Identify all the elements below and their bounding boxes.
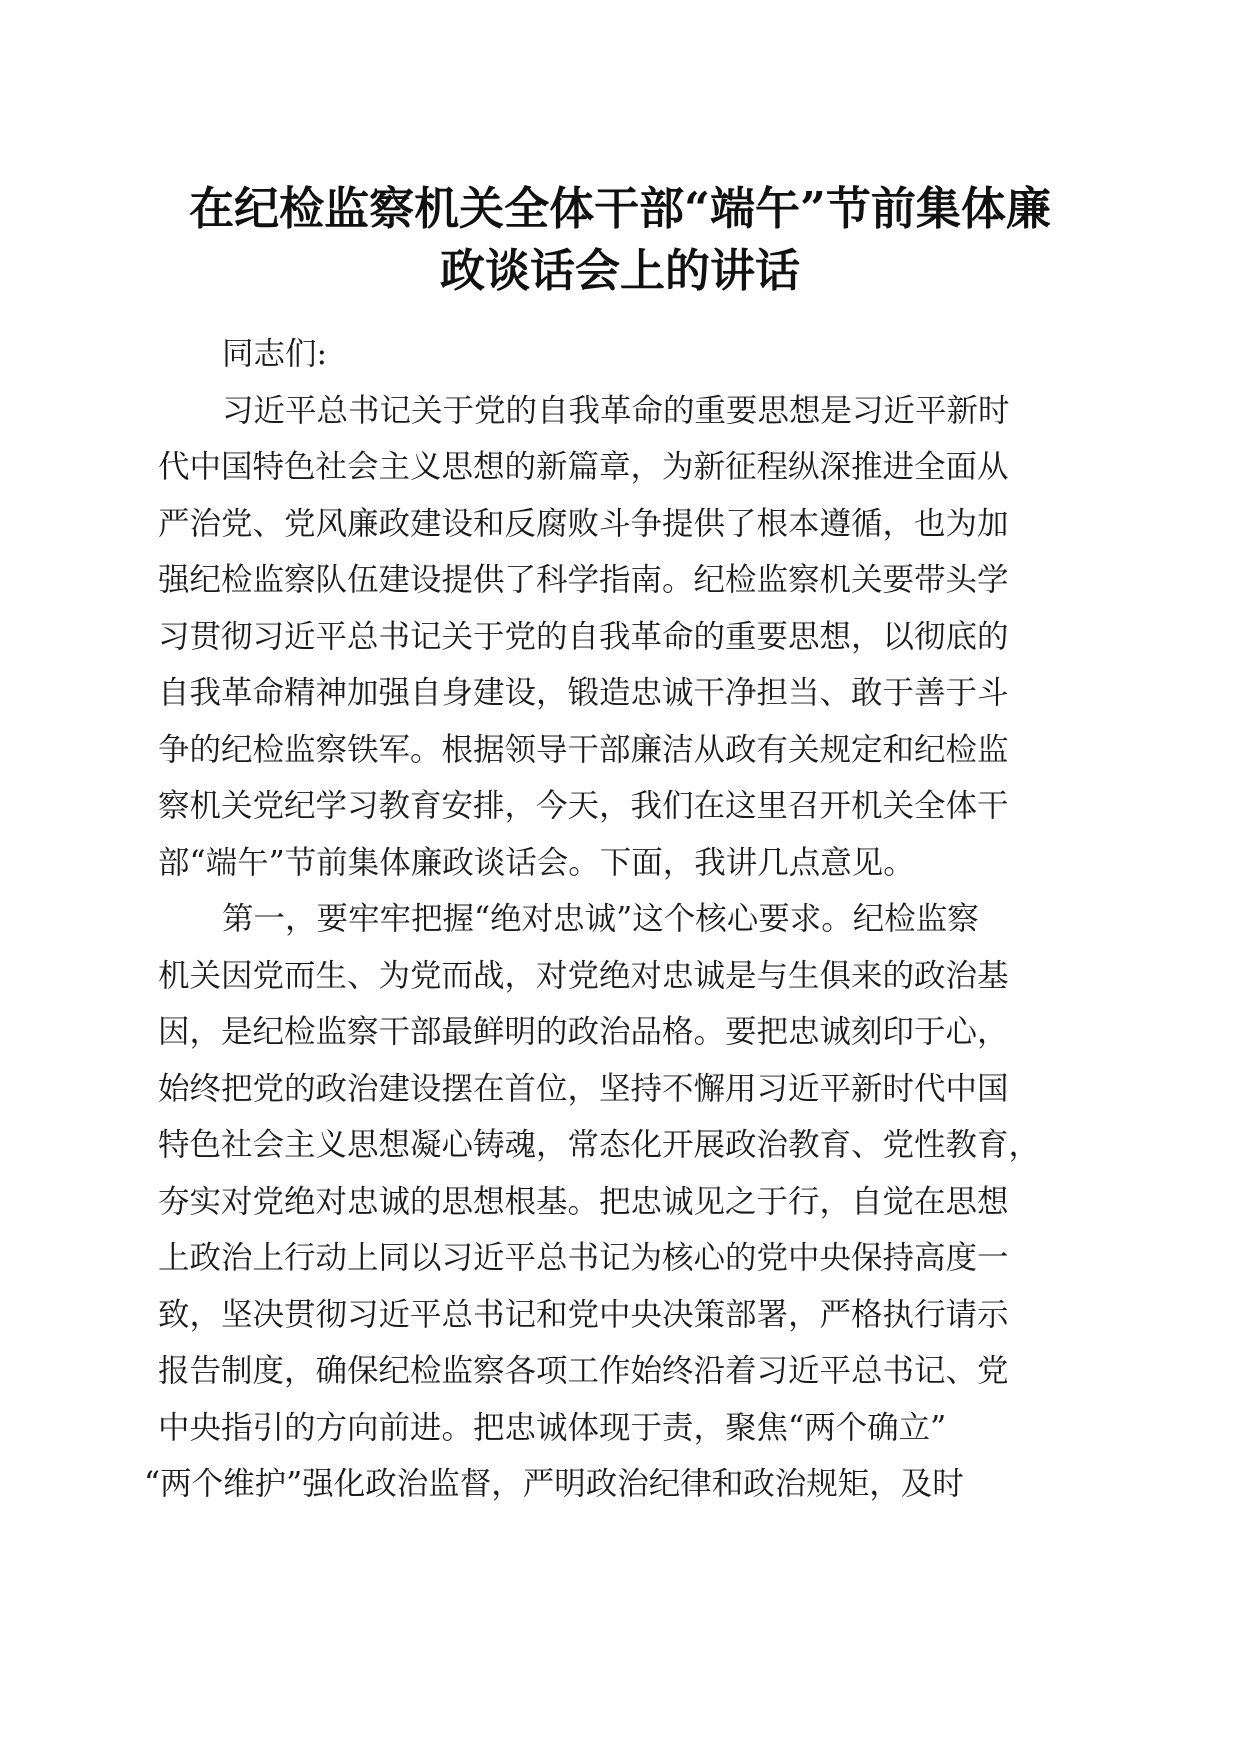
text-line: 强纪检监察队伍建设提供了科学指南。纪检监察机关要带头学: [158, 562, 1009, 598]
document-body: [144, 326, 1058, 1513]
text-line: “两个维护”强化政治监督，严明政治纪律和政治规矩，及时: [144, 1466, 964, 1502]
text-line: 中央指引的方向前进。把忠诚体现于责，聚焦“两个确立”: [158, 1409, 947, 1446]
text-line: 习近平总书记关于党的自我革命的重要思想是习近平新时: [222, 392, 1010, 429]
title-line: 政谈话会上的讲话: [439, 244, 800, 297]
text-line: 自我革命精神加强自身建设，锻造忠诚干净担当、敢于善于斗: [158, 675, 1009, 711]
text-line: 因，是纪检监察干部最鲜明的政治品格。要把忠诚刻印于心，: [158, 1014, 1009, 1050]
title-line: 在纪检监察机关全体干部“端午”节前集体廉: [189, 182, 1051, 235]
text-line: 习贯彻习近平总书记关于党的自我革命的重要思想，以彻底的: [158, 618, 1009, 655]
text-line: 第一，要牢牢把握“绝对忠诚”这个核心要求。纪检监察: [222, 901, 979, 937]
paragraph-1: [158, 383, 1058, 892]
salutation: 同志们:: [222, 336, 328, 372]
text-line: 始终把党的政治建设摆在首位，坚持不懈用习近平新时代中国: [158, 1070, 1009, 1107]
text-line: 上政治上行动上同以习近平总书记为核心的党中央保持高度一: [158, 1240, 1009, 1276]
text-line: 部“端午”节前集体廉政谈话会。下面，我讲几点意见。: [158, 844, 915, 881]
text-line: 严治党、党风廉政建设和反腐败斗争提供了根本遵循，也为加: [158, 505, 1009, 542]
text-line: 报告制度，确保纪检监察各项工作始终沿着习近平总书记、党: [158, 1353, 1009, 1389]
text-line: 代中国特色社会主义思想的新篇章，为新征程纵深推进全面从: [158, 449, 1009, 485]
text-line: 特色社会主义思想凝心铸魂，常态化开展政治教育、党性教育，: [158, 1127, 1041, 1163]
text-line: 察机关党纪学习教育安排，今天，我们在这里召开机关全体干: [158, 788, 1009, 824]
paragraph-2: [144, 891, 1058, 1513]
document-title: [140, 178, 1100, 302]
text-line: 争的纪检监察铁军。根据领导干部廉洁从政有关规定和纪检监: [158, 731, 1009, 768]
text-line: 夯实对党绝对忠诚的思想根基。把忠诚见之于行，自觉在思想: [158, 1183, 1009, 1220]
text-line: 机关因党而生、为党而战，对党绝对忠诚是与生俱来的政治基: [158, 957, 1009, 994]
text-line: 致，坚决贯彻习近平总书记和党中央决策部署，严格执行请示: [158, 1296, 1009, 1333]
